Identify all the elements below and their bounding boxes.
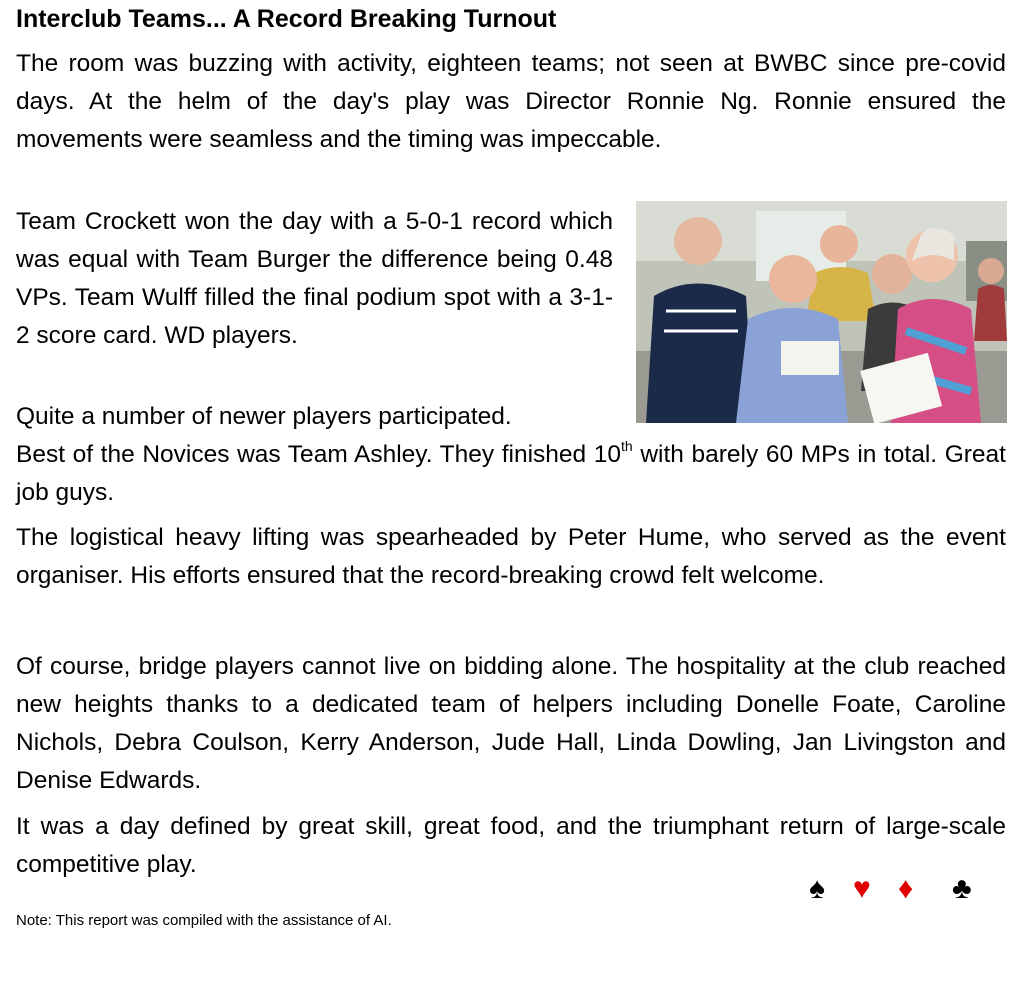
novices-text-end: with barely 60 MPs in total. Great job guys. [16,441,1006,506]
ai-note: Note: This report was compiled with the assistance of AI. [16,912,392,929]
article-title: Interclub Teams... A Record Breaking Turnout [16,5,557,33]
paragraph-closing: It was a day defined by great skill, great food, and the triumphant return of large-scale competitive play. [16,813,1006,878]
ordinal-suffix: th [621,437,633,454]
paragraph-hospitality: Of course, bridge players cannot live on bidding alone. The hospitality at the club reached new heights thanks to a dedicated team of helpers including Donelle Foate, Caroline Nichols, Debra Coulson, Kerry Anderson, Jude Hall, Linda Dowling, Jan Livingston and Denise Edwards. [16,653,1006,794]
paragraph-organiser: The logistical heavy lifting was spearheaded by Peter Hume, who served as the event organiser. His efforts ensured that the record-breaking crowd felt welcome. [16,524,1006,589]
heart-icon: ♥ [853,872,871,905]
spade-icon: ♠ [809,872,825,905]
paragraph-novices-line1: Quite a number of newer players participated. [16,403,512,430]
card-suits [809,872,989,912]
club-icon: ♣ [952,872,972,905]
diamond-icon: ♦ [898,872,914,905]
paragraph-novices [16,436,1006,512]
novices-text-start: Best of the Novices was Team Ashley. They finished 10 [16,441,622,468]
paragraph-results: Team Crockett won the day with a 5-0-1 record which was equal with Team Burger the difference being 0.48 VPs. Team Wulff filled the final podium spot with a 3-1-2 score card. WD players. [16,208,613,349]
team-photo [636,201,1007,423]
paragraph-intro: The room was buzzing with activity, eighteen teams; not seen at BWBC since pre-covid days. At the helm of the day's play was Director Ronnie Ng. Ronnie ensured the movements were seamless and the timing was impeccable. [16,50,1006,153]
